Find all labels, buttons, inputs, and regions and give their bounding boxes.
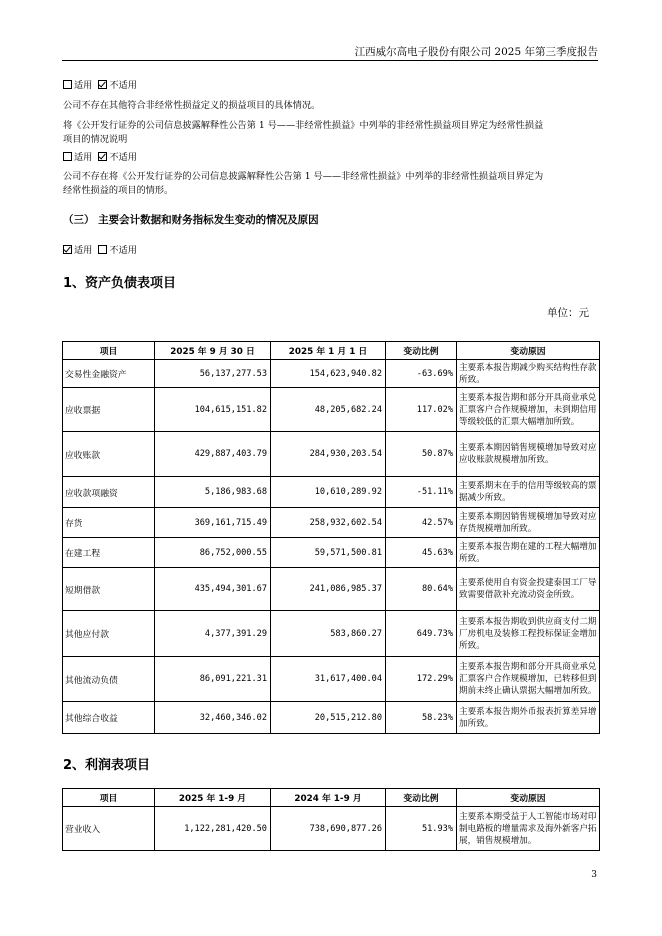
- column-header: 2024 年 1-9 月: [271, 789, 386, 807]
- value-cell: 10,610,289.92: [271, 477, 386, 508]
- item-cell: 交易性金融资产: [63, 360, 155, 388]
- reason-cell: 主要系本报告期减少购买结构性存款所致。: [457, 360, 600, 388]
- block1-checkbox-row: [63, 79, 137, 93]
- checkbox-checked-icon: [98, 80, 107, 89]
- value-cell: 284,930,203.54: [271, 432, 386, 477]
- reason-cell: 主要系本报告期和部分开具商业承兑汇票客户合作规模增加，未到期信用等级较低的汇票大幅增加所致。: [457, 388, 600, 432]
- income-statement-table: [62, 788, 600, 851]
- income-statement-heading: 2、利润表项目: [63, 758, 151, 773]
- table-header-row: [63, 342, 600, 360]
- value-cell: 48,205,682.24: [271, 388, 386, 432]
- item-cell: 应收票据: [63, 388, 155, 432]
- value-cell: 738,690,877.26: [271, 807, 386, 851]
- table-row: [63, 538, 600, 568]
- value-cell: 429,887,403.79: [155, 432, 271, 477]
- value-cell: 104,615,151.82: [155, 388, 271, 432]
- value-cell: 258,932,602.54: [271, 508, 386, 538]
- table-row: [63, 702, 600, 734]
- table-row: [63, 611, 600, 657]
- column-header: 项目: [63, 789, 155, 807]
- checkbox-unchecked-icon: [63, 80, 72, 89]
- value-cell: 32,460,346.02: [155, 702, 271, 734]
- reason-cell: 主要系本报告期外币报表折算差异增加所致。: [457, 702, 600, 734]
- value-cell: 59,571,500.81: [271, 538, 386, 568]
- column-header: 项目: [63, 342, 155, 360]
- ratio-cell: 117.02%: [386, 388, 457, 432]
- item-cell: 其他应付款: [63, 611, 155, 657]
- checkbox-checked-icon: [63, 245, 72, 254]
- column-header: 变动原因: [457, 342, 600, 360]
- checkbox-checked-icon: [98, 152, 107, 161]
- value-cell: 56,137,277.53: [155, 360, 271, 388]
- ratio-cell: 58.23%: [386, 702, 457, 734]
- balance-sheet-heading: 1、资产负债表项目: [63, 276, 177, 291]
- table-row: [63, 807, 600, 851]
- column-header: 2025 年 1 月 1 日: [271, 342, 386, 360]
- table-row: [63, 477, 600, 508]
- ratio-cell: 80.64%: [386, 568, 457, 611]
- item-cell: 存货: [63, 508, 155, 538]
- reason-cell: 主要系本期受益于人工智能市场对印制电路板的增量需求及海外新客户拓展，销售规模增加。: [457, 807, 600, 851]
- value-cell: 1,122,281,420.50: [155, 807, 271, 851]
- checkbox-unchecked-icon: [98, 245, 107, 254]
- value-cell: 31,617,400.04: [271, 657, 386, 702]
- page-header: 江西威尔高电子股份有限公司 2025 年第三季度报告: [62, 44, 598, 61]
- column-header: 变动比例: [386, 789, 457, 807]
- ratio-cell: 172.29%: [386, 657, 457, 702]
- value-cell: 86,091,221.31: [155, 657, 271, 702]
- table-row: [63, 508, 600, 538]
- page-number: 3: [591, 870, 597, 880]
- value-cell: 241,086,985.37: [271, 568, 386, 611]
- applicable-label: 适用: [74, 152, 93, 163]
- item-cell: 应收款项融资: [63, 477, 155, 508]
- table-row: [63, 657, 600, 702]
- table-row: [63, 360, 600, 388]
- column-header: 2025 年 1-9 月: [155, 789, 271, 807]
- block2-text-line1: 公司不存在将《公开发行证券的公司信息披露解释性公告第 1 号——非经常性损益》中列举的非经常性损益项目界定为: [63, 171, 544, 182]
- ratio-cell: 50.87%: [386, 432, 457, 477]
- ratio-cell: -51.11%: [386, 477, 457, 508]
- reason-cell: 主要系本报告期收到供应商支付二期厂房机电及装修工程投标保证金增加所致。: [457, 611, 600, 657]
- value-cell: 5,186,983.68: [155, 477, 271, 508]
- section-3-title: （三） 主要会计数据和财务指标发生变动的情况及原因: [63, 214, 319, 226]
- section3-checkbox-row: [63, 244, 137, 258]
- item-cell: 其他流动负债: [63, 657, 155, 702]
- block2-checkbox-row: [63, 151, 137, 165]
- item-cell: 其他综合收益: [63, 702, 155, 734]
- item-cell: 短期借款: [63, 568, 155, 611]
- applicable-label: 适用: [74, 80, 93, 91]
- value-cell: 4,377,391.29: [155, 611, 271, 657]
- ratio-cell: 45.63%: [386, 538, 457, 568]
- column-header: 2025 年 9 月 30 日: [155, 342, 271, 360]
- value-cell: 435,494,301.67: [155, 568, 271, 611]
- balance-sheet-table: [62, 341, 600, 734]
- reason-cell: 主要系使用自有资金投建泰国工厂导致需要借款补充流动资金所致。: [457, 568, 600, 611]
- checkbox-unchecked-icon: [63, 152, 72, 161]
- reason-cell: 主要系期末在手的信用等级较高的票据减少所致。: [457, 477, 600, 508]
- unit-label: 单位：元: [547, 307, 589, 319]
- item-cell: 应收账款: [63, 432, 155, 477]
- table-row: [63, 568, 600, 611]
- applicable-label: 适用: [74, 245, 93, 256]
- value-cell: 20,515,212.80: [271, 702, 386, 734]
- reason-cell: 主要系本期因销售规模增加导致对应应收账款规模增加所致。: [457, 432, 600, 477]
- reason-cell: 主要系本报告期在建的工程大幅增加所致。: [457, 538, 600, 568]
- table-row: [63, 432, 600, 477]
- value-cell: 583,860.27: [271, 611, 386, 657]
- block2-text-line2: 经常性损益的项目的情形。: [63, 185, 174, 196]
- value-cell: 154,623,940.82: [271, 360, 386, 388]
- item-cell: 在建工程: [63, 538, 155, 568]
- not-applicable-label: 不适用: [109, 245, 137, 256]
- table-row: [63, 388, 600, 432]
- value-cell: 369,161,715.49: [155, 508, 271, 538]
- block1-text: 公司不存在其他符合非经常性损益定义的损益项目的具体情况。: [63, 100, 321, 111]
- ratio-cell: 42.57%: [386, 508, 457, 538]
- reason-cell: 主要系本报告期和部分开具商业承兑汇票客户合作规模增加，已转移但到期前未终止确认票据大幅增加所致。: [457, 657, 600, 702]
- block1-text2-line1: 将《公开发行证券的公司信息披露解释性公告第 1 号——非经常性损益》中列举的非经常性损益项目界定为经常性损益: [63, 120, 544, 131]
- column-header: 变动比例: [386, 342, 457, 360]
- not-applicable-label: 不适用: [109, 152, 137, 163]
- column-header: 变动原因: [457, 789, 600, 807]
- ratio-cell: -63.69%: [386, 360, 457, 388]
- value-cell: 86,752,000.55: [155, 538, 271, 568]
- block1-text2-line2: 项目的情况说明: [63, 134, 128, 145]
- ratio-cell: 51.93%: [386, 807, 457, 851]
- reason-cell: 主要系本期因销售规模增加导致对应存货规模增加所致。: [457, 508, 600, 538]
- table-header-row: [63, 789, 600, 807]
- not-applicable-label: 不适用: [109, 80, 137, 91]
- item-cell: 营业收入: [63, 807, 155, 851]
- ratio-cell: 649.73%: [386, 611, 457, 657]
